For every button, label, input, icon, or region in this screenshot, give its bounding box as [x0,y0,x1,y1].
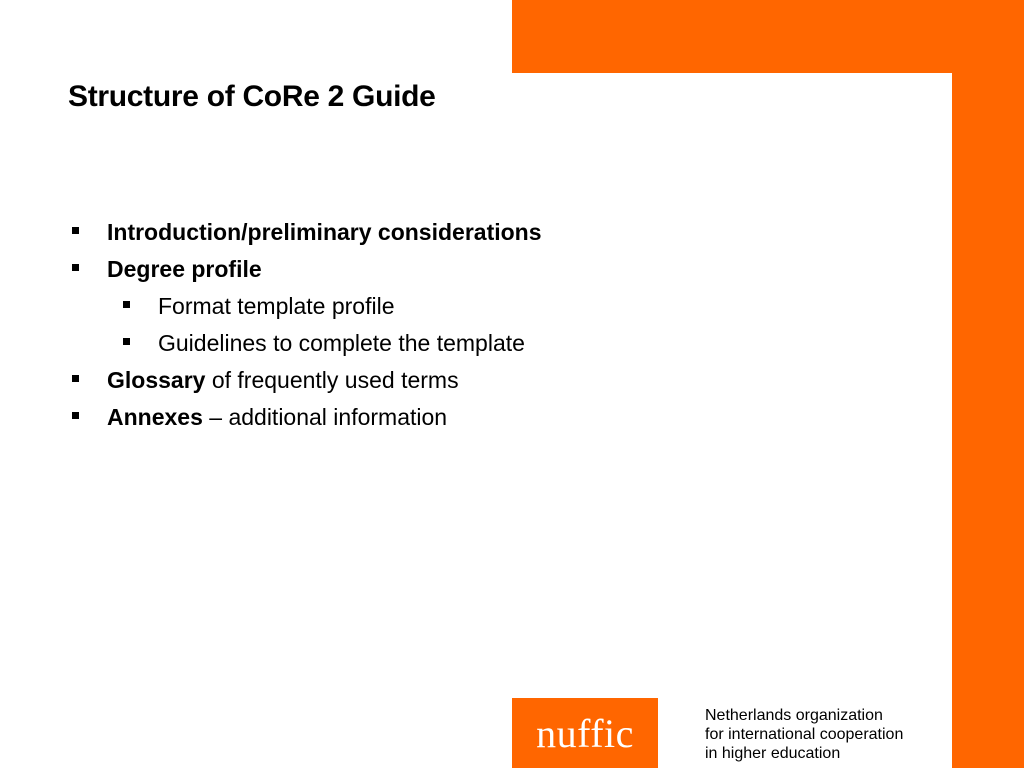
bullet-item-glossary [107,366,459,394]
slide-title: Structure of CoRe 2 Guide [68,80,436,113]
org-line: in higher education [705,745,841,762]
sub-bullet-item-guidelines [158,329,525,357]
bullet-bold-text: Annexes [107,404,203,430]
bullet-item-annexes [107,403,447,431]
nuffic-logo [512,698,658,768]
logo-text: nuffic [536,710,634,756]
square-bullet-icon [123,301,130,308]
bullet-bold-text: Glossary [107,367,206,393]
bullet-text: of frequently used terms [205,367,459,393]
square-bullet-icon [72,264,79,271]
bullet-bold-text: Degree profile [107,256,262,282]
bullet-text: Format template profile [158,293,395,319]
bullet-text: Guidelines to complete the template [158,330,525,356]
sub-bullet-item-format-template [158,292,394,320]
bullet-text: – additional information [202,404,448,430]
bullet-item-introduction [107,218,542,246]
square-bullet-icon [72,412,79,419]
right-orange-band [952,0,1024,768]
square-bullet-icon [72,227,79,234]
organization-description [705,706,903,763]
org-line: Netherlands organization [705,707,883,724]
bullet-bold-text: Introduction/preliminary considerations [107,219,542,245]
org-line: for international cooperation [705,726,904,743]
square-bullet-icon [72,375,79,382]
square-bullet-icon [123,338,130,345]
bullet-item-degree-profile [107,255,262,283]
top-orange-band [512,0,1024,73]
